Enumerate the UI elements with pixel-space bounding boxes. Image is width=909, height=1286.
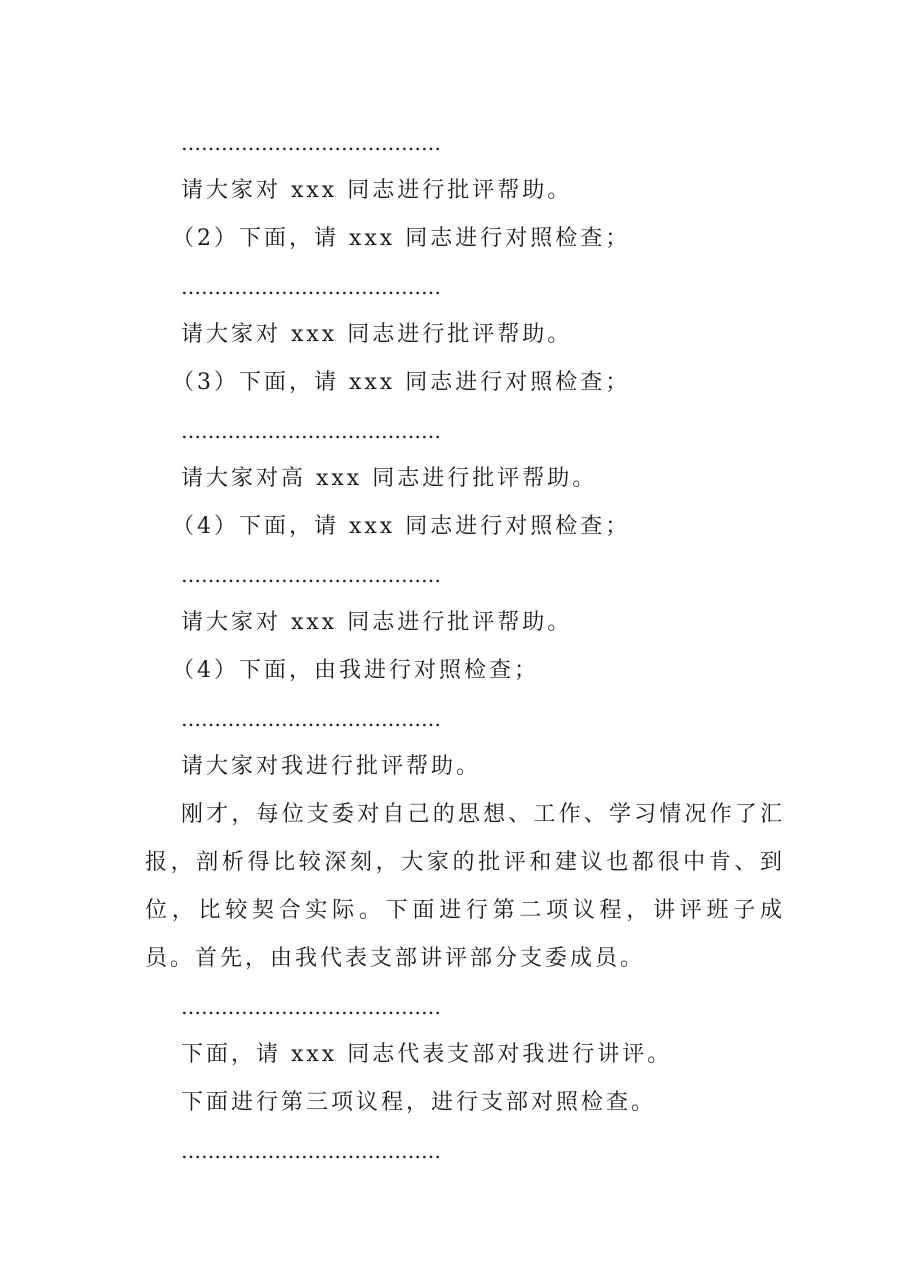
ellipsis-line: ………………………………… (181, 275, 441, 299)
text-line: 请大家对 xxx 同志进行批评帮助。 (181, 610, 573, 635)
text-line: 下面进行第三项议程，进行支部对照检查。 (181, 1090, 657, 1115)
ellipsis-line: ………………………………… (181, 1139, 441, 1163)
text-line: （2）下面，请 xxx 同志进行对照检查； (172, 226, 631, 251)
text-line: 请大家对 xxx 同志进行批评帮助。 (181, 178, 573, 203)
text-line: 请大家对高 xxx 同志进行批评帮助。 (181, 466, 598, 491)
text-line: （4）下面，由我进行对照检查； (172, 658, 539, 683)
ellipsis-line: ………………………………… (181, 707, 441, 731)
ellipsis-line: ………………………………… (181, 131, 441, 155)
ellipsis-line: ………………………………… (181, 995, 441, 1019)
text-line: （3）下面，请 xxx 同志进行对照检查； (172, 370, 631, 395)
text-line: 请大家对 xxx 同志进行批评帮助。 (181, 322, 573, 347)
ellipsis-line: ………………………………… (181, 563, 441, 587)
text-line: 请大家对我进行批评帮助。 (181, 754, 482, 779)
body-paragraph: 刚才，每位支委对自己的思想、工作、学习情况作了汇报，剖析得比较深刻，大家的批评和建议也都很中肯、到位，比较契合实际。下面进行第二项议程，讲评班子成员。首先，由我代表支部讲评部分支委成员。 (145, 802, 785, 971)
ellipsis-line: ………………………………… (181, 419, 441, 443)
text-line: （4）下面，请 xxx 同志进行对照检查； (172, 514, 631, 539)
text-line: 下面，请 xxx 同志代表支部对我进行讲评。 (181, 1042, 673, 1067)
